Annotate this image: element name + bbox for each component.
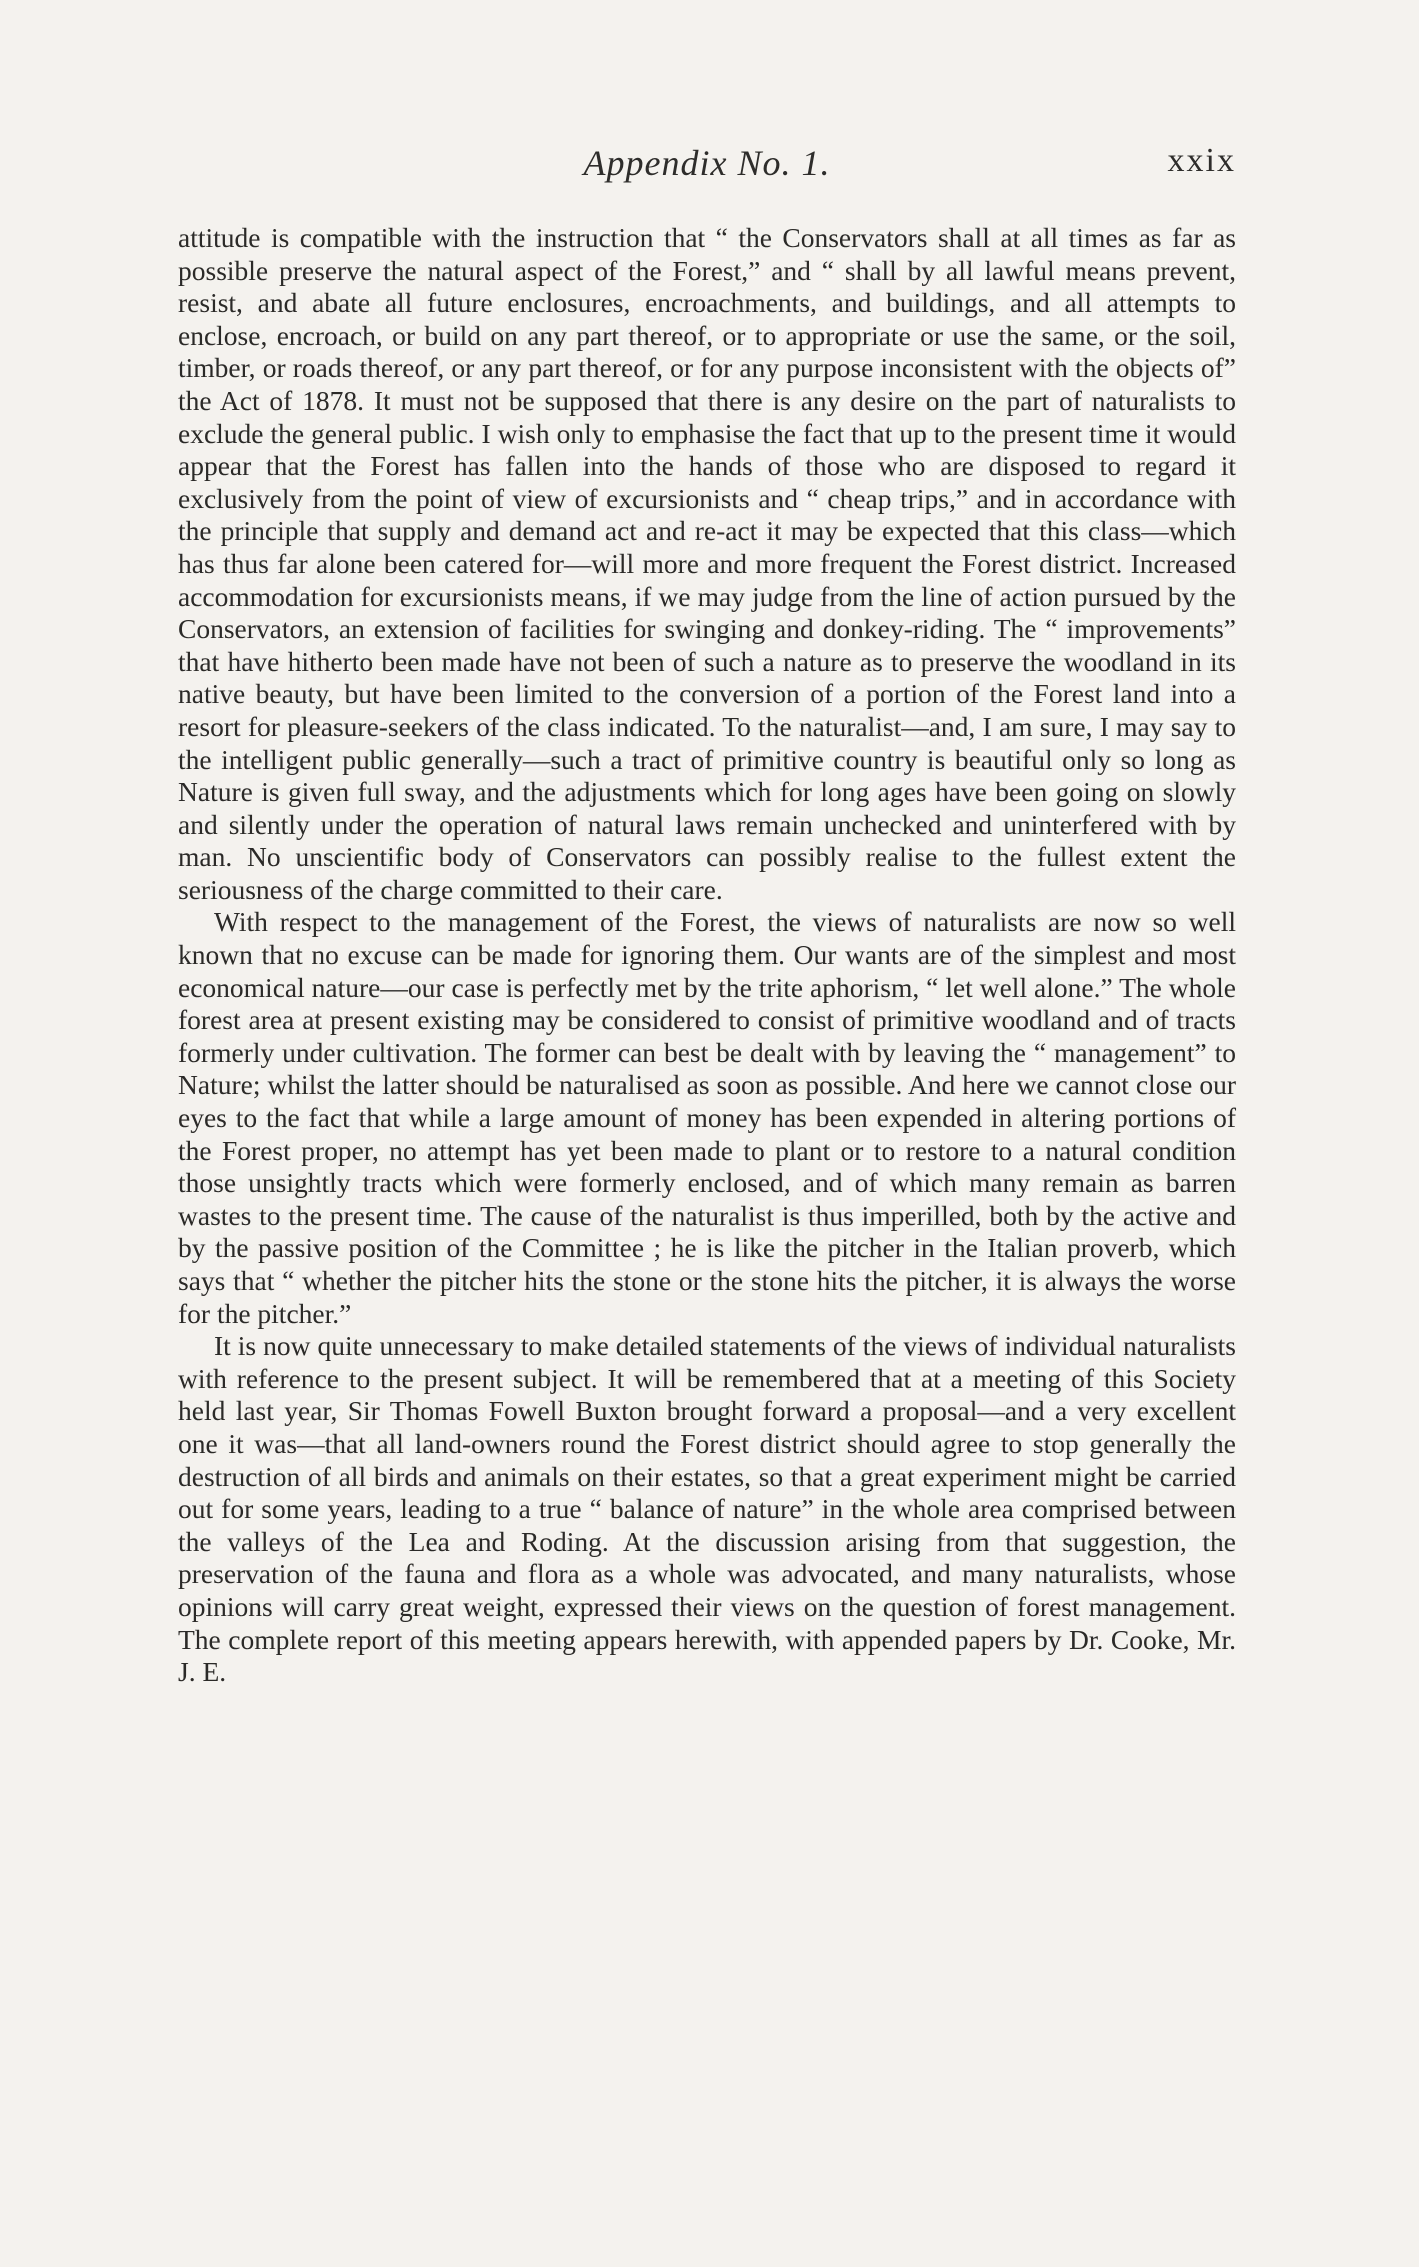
page-number: xxix xyxy=(1167,142,1236,179)
body-text xyxy=(178,222,1236,1689)
paragraph-naturalists-views: It is now quite unnecessary to make detailed statements of the views of individual naturalists with reference to the present subject. It will be remembered that at a meeting of this Society held last year, Sir Thomas Fowell Buxton brought forward a proposal—and a very excellent one it was—that all land-owners round the Forest district should agree to stop generally the destruction of all birds and animals on their estates, so that a great experiment might be carried out for some years, leading to a true “ balance of nature” in the whole area comprised between the valleys of the Lea and Roding. At the discussion arising from that suggestion, the preservation of the fauna and flora as a whole was advocated, and many naturalists, whose opinions will carry great weight, expressed their views on the question of forest management. The complete report of this meeting appears herewith, with appended papers by Dr. Cooke, Mr. J. E. xyxy=(178,1330,1236,1688)
paragraph-forest-management: With respect to the management of the Forest, the views of naturalists are now so well known that no excuse can be made for ignoring them. Our wants are of the simplest and most economical nature—our case is perfectly met by the trite aphorism, “ let well alone.” The whole forest area at present existing may be considered to consist of primitive woodland and of tracts formerly under cultivation. The former can best be dealt with by leaving the “ management” to Nature; whilst the latter should be naturalised as soon as possible. And here we cannot close our eyes to the fact that while a large amount of money has been expended in altering portions of the Forest proper, no attempt has yet been made to plant or to restore to a natural condition those unsightly tracts which were formerly enclosed, and of which many remain as barren wastes to the present time. The cause of the naturalist is thus imperilled, both by the active and by the passive position of the Committee ; he is like the pitcher in the Italian proverb, which says that “ whether the pitcher hits the stone or the stone hits the pitcher, it is always the worse for the pitcher.” xyxy=(178,906,1236,1329)
running-head xyxy=(178,142,1236,182)
running-title: Appendix No. 1. xyxy=(583,143,831,183)
paragraph-continued: attitude is compatible with the instruction that “ the Conservators shall at all times as far as possible preserve the natural aspect of the Forest,” and “ shall by all lawful means prevent, resist, and abate all future enclosures, encroachments, and buildings, and all attempts to enclose, encroach, or build on any part thereof, or to appropriate or use the same, or the soil, timber, or roads thereof, or any part thereof, or for any purpose inconsistent with the objects of” the Act of 1878. It must not be supposed that there is any desire on the part of naturalists to exclude the general public. I wish only to emphasise the fact that up to the present time it would appear that the Forest has fallen into the hands of those who are disposed to regard it exclusively from the point of view of excursionists and “ cheap trips,” and in accordance with the principle that supply and demand act and re-act it may be expected that this class—which has thus far alone been catered for—will more and more frequent the Forest district. Increased accommodation for excursionists means, if we may judge from the line of action pursued by the Conservators, an extension of facilities for swinging and donkey-riding. The “ improvements” that have hitherto been made have not been of such a nature as to preserve the woodland in its native beauty, but have been limited to the conversion of a portion of the Forest land into a resort for pleasure-seekers of the class indicated. To the naturalist—and, I am sure, I may say to the intelligent public generally—such a tract of primitive country is beautiful only so long as Nature is given full sway, and the adjustments which for long ages have been going on slowly and silently under the operation of natural laws remain unchecked and uninterfered with by man. No unscientific body of Conservators can possibly realise to the fullest extent the seriousness of the charge committed to their care. xyxy=(178,222,1236,905)
